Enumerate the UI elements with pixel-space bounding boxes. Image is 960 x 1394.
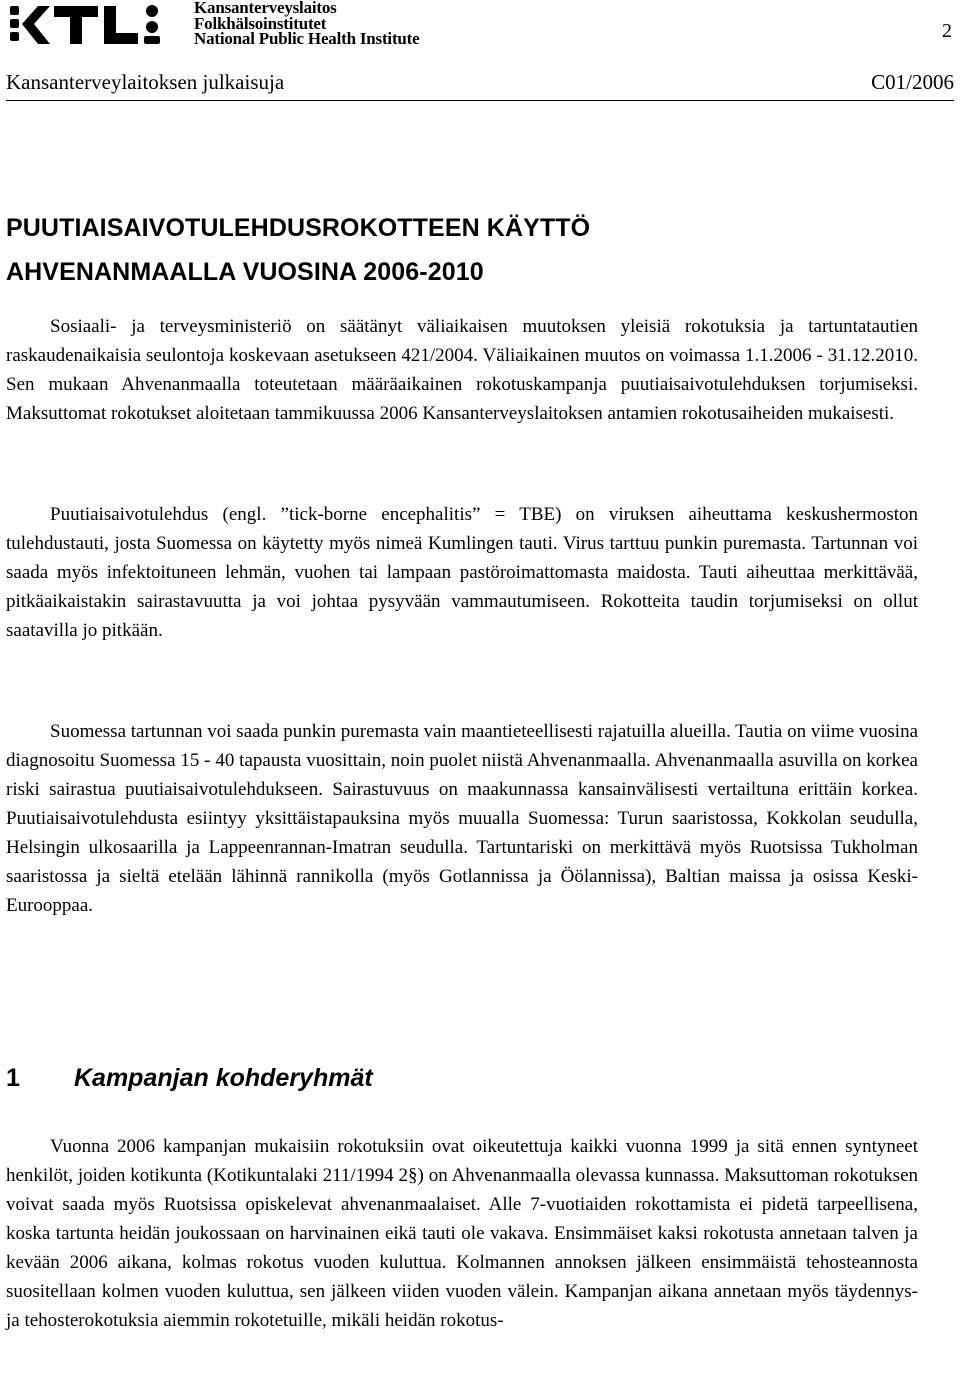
finland-occurrence-paragraph: Suomessa tartunnan voi saada punkin puremasta vain maantieteellisesti rajatuilla alueilla. Tautia on viime vuosina diagnosoitu Suomessa 15 - 40 tapausta vuosittain, noin puolet niistä Ahvenanmaalla. Ahvenanmaalla asuvilla on korkea riski sairastua puutiaisaivotulehdukseen. Sairastuvuus on maakunnassa kansainvälisesti vertailtuna erittäin korkea. Puutiaisaivotulehdusta esiintyy yksittäistapauksina myös muualla Suomessa: Turun saaristossa, Kokkolan seudulla, Helsingin ulkosaarilla ja Lappeenrannan-Imatran seudulla. Tartuntariski on merkittävä myös Ruotsissa Tukholman saaristossa ja sieltä etelään lähinnä rannikolla (myös Gotlannissa ja Öölannissa), Baltian maissa ja osissa Keski-Eurooppaa. bbox=[6, 721, 918, 916]
publication-code: C01/2006 bbox=[871, 70, 954, 94]
institute-name-fi: Kansanterveyslaitos bbox=[194, 0, 337, 17]
title-line-1: PUUTIAISAIVOTULEHDUSROKOTTEEN KÄYTTÖ bbox=[6, 214, 591, 242]
page-number: 2 bbox=[942, 20, 952, 42]
target-groups-paragraph: Vuonna 2006 kampanjan mukaisiin rokotuksiin ovat oikeutettuja kaikki vuonna 1999 ja sitä ennen syntyneet henkilöt, joiden kotikunta (Kotikuntalaki 211/1994 2§) on Ahvenanmaalla olevassa kunnassa. Maksuttoman rokotuksen voivat saada myös Ruotsissa opiskelevat ahvenanmaalaiset. Alle 7-vuotiaiden rokottamista ei pidetä tarpeellisena, koska tartunta heidän joukossaan on harvinainen eikä tauti ole vakava. Ensimmäiset kaksi rokotusta annetaan talven ja kevään 2006 aikana, kolmas rokotus vuoden kuluttua. Kolmannen annoksen jälkeen ensimmäistä tehosteannosta suositellaan kolmen vuoden kuluttua, sen jälkeen viiden vuoden välein. Kampanjan aikana annetaan myös täydennys- ja tehosterokotuksia aiemmin rokotetuille, mikäli heidän rokotus- bbox=[6, 1136, 918, 1331]
institute-name-sv: Folkhälsoinstitutet bbox=[194, 13, 327, 33]
institute-name-en: National Public Health Institute bbox=[194, 29, 420, 48]
header-divider bbox=[6, 100, 954, 101]
section-number: 1 bbox=[6, 1064, 20, 1092]
intro-paragraph: Sosiaali- ja terveysministeriö on säätänyt väliaikaisen muutoksen yleisiä rokotuksia ja tartuntatautien raskaudenaikaisia seulontoja koskevaan asetukseen 421/2004. Väliaikainen muutos on voimassa 1.1.2006 - 31.12.2010. Sen mukaan Ahvenanmaalla toteutetaan määräaikainen rokotuskampanja puutiaisaivotulehduksen torjumiseksi. Maksuttomat rokotukset aloitetaan tammikuussa 2006 Kansanterveyslaitoksen antamien rokotusaiheiden mukaisesti. bbox=[6, 316, 918, 424]
publication-series: Kansanterveylaitoksen julkaisuja bbox=[6, 70, 285, 94]
document-title bbox=[6, 206, 590, 294]
section-title: Kampanjan kohderyhmät bbox=[74, 1064, 373, 1092]
institute-name bbox=[194, 0, 419, 47]
tbe-description-paragraph: Puutiaisaivotulehdus (engl. ”tick-borne encephalitis” = TBE) on viruksen aiheuttama keskushermoston tulehdustauti, josta Suomessa on käytetty myös nimeä Kumlingen tauti. Virus tarttuu punkin puremasta. Tartunnan voi saada myös infektoituneen lehmän, vuohen tai lampaan pastöroimattomasta maidosta. Tauti aiheuttaa merkittävää, pitkäaikaistakin sairastavuutta ja voi johtaa pysyvään vammautumiseen. Rokotteita taudin torjumiseksi on ollut saatavilla jo pitkään. bbox=[6, 504, 918, 641]
section-heading bbox=[6, 1064, 373, 1093]
title-line-2: AHVENANMAALLA VUOSINA 2006-2010 bbox=[6, 258, 484, 286]
ktl-logo bbox=[6, 2, 166, 50]
